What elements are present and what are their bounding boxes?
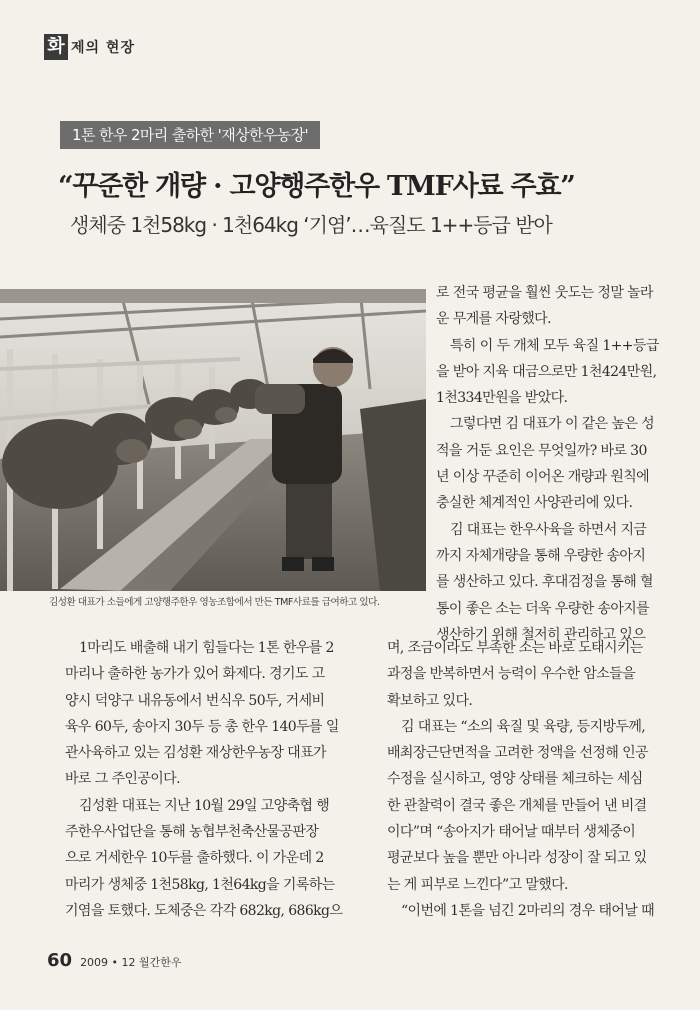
- article-subheadline: 생체중 1천58kg · 1천64kg ‘기염’…육질도 1++등급 받아: [70, 213, 552, 237]
- lower-right-text-column: [387, 635, 691, 924]
- page-number: 60: [47, 950, 73, 971]
- text-line: 마리나 출하한 농가가 있어 화제다. 경기도 고: [65, 666, 325, 683]
- text-line: 를 생산하고 있다. 후대검정을 통해 혈: [436, 574, 653, 591]
- text-line: 배최장근단면적을 고려한 정액을 선정해 인공: [387, 745, 648, 762]
- text-line: 김성환 대표는 지난 10월 29일 고양축협 행: [79, 797, 330, 814]
- left-text-column: [65, 635, 373, 924]
- text-line: 을 받아 지육 대금으로만 1천424만원,: [436, 363, 657, 380]
- text-line: 년 이상 꾸준히 이어온 개량과 원칙에: [436, 469, 650, 486]
- photo-caption: 김성환 대표가 소들에게 고양행주한우 영농조합에서 만든 TMF사료를 급여하고 있다.: [49, 597, 380, 608]
- text-line: 특히 이 두 개체 모두 육질 1++등급: [450, 337, 659, 354]
- page-footer: [47, 950, 182, 971]
- text-line: 까지 자체개량을 통해 우량한 송아지: [436, 547, 646, 564]
- text-line: 수정을 실시하고, 영양 상태를 체크하는 세심: [387, 771, 643, 788]
- text-line: 김 대표는 한우사육을 하면서 지금: [450, 521, 647, 538]
- text-line: “이번에 1톤을 넘긴 2마리의 경우 태어날 때: [401, 902, 655, 919]
- text-line: 며, 조금이라도 부족한 소는 바로 도태시키는: [387, 640, 643, 656]
- text-line: 로 전국 평균을 훨씬 웃도는 정말 놀라: [436, 285, 653, 301]
- right-text-column: [436, 280, 690, 648]
- text-line: 과정을 반복하면서 능력이 우수한 암소들을: [387, 666, 636, 683]
- text-line: 통이 좋은 소는 더욱 우량한 송아지를: [436, 600, 650, 617]
- text-line: 1천334만원을 받았다.: [436, 390, 568, 407]
- publication-info: 2009 • 12 월간한우: [80, 956, 182, 969]
- text-line: 충실한 체계적인 사양관리에 있다.: [436, 495, 633, 512]
- text-line: 생산하기 위해 철저히 관리하고 있으: [436, 626, 646, 643]
- text-line: 한 관찰력이 결국 좋은 개체를 만들어 낸 비결: [387, 797, 647, 814]
- text-line: 적을 거둔 요인은 무엇일까? 바로 30: [436, 442, 647, 459]
- text-line: 양시 덕양구 내유동에서 번식우 50두, 거세비: [65, 692, 325, 709]
- article-headline: “꾸준한 개량 · 고양행주한우 TMF사료 주효”: [58, 171, 575, 202]
- text-line: 평균보다 높을 뿐만 아니라 성장이 잘 되고 있: [387, 850, 647, 867]
- text-line: 는 게 피부로 느낀다”고 말했다.: [387, 876, 568, 893]
- text-line: 관사육하고 있는 김성환 재상한우농장 대표가: [65, 745, 326, 762]
- text-line: 으로 거세한우 10두를 출하했다. 이 가운데 2: [65, 850, 324, 867]
- text-line: 운 무게를 자랑했다.: [436, 311, 551, 328]
- article-photo: [0, 289, 426, 591]
- section-label-text: 제의 현장: [71, 40, 135, 56]
- text-line: 마리가 생체중 1천58kg, 1천64kg을 기록하는: [65, 876, 335, 893]
- text-line: 주한우사업단을 통해 농협부천축산물공판장: [65, 824, 319, 841]
- text-line: 기염을 토했다. 도체중은 각각 682kg, 686kg으: [65, 902, 343, 919]
- text-line: 1마리도 배출해 내기 힘들다는 1톤 한우를 2: [79, 640, 334, 656]
- section-label-mark: 화: [44, 34, 68, 60]
- text-line: 이다”며 “송아지가 태어날 때부터 생체중이: [387, 824, 636, 841]
- section-label: [44, 34, 135, 60]
- text-line: 확보하고 있다.: [387, 692, 473, 709]
- text-line: 김 대표는 “소의 육질 및 육량, 등지방두께,: [401, 718, 646, 735]
- article-kicker: 1톤 한우 2마리 출하한 '재상한우농장': [60, 121, 320, 149]
- text-line: 바로 그 주인공이다.: [65, 771, 180, 788]
- text-line: 그렇다면 김 대표가 이 같은 높은 성: [450, 416, 655, 433]
- text-line: 육우 60두, 송아지 30두 등 총 한우 140두를 일: [65, 718, 339, 735]
